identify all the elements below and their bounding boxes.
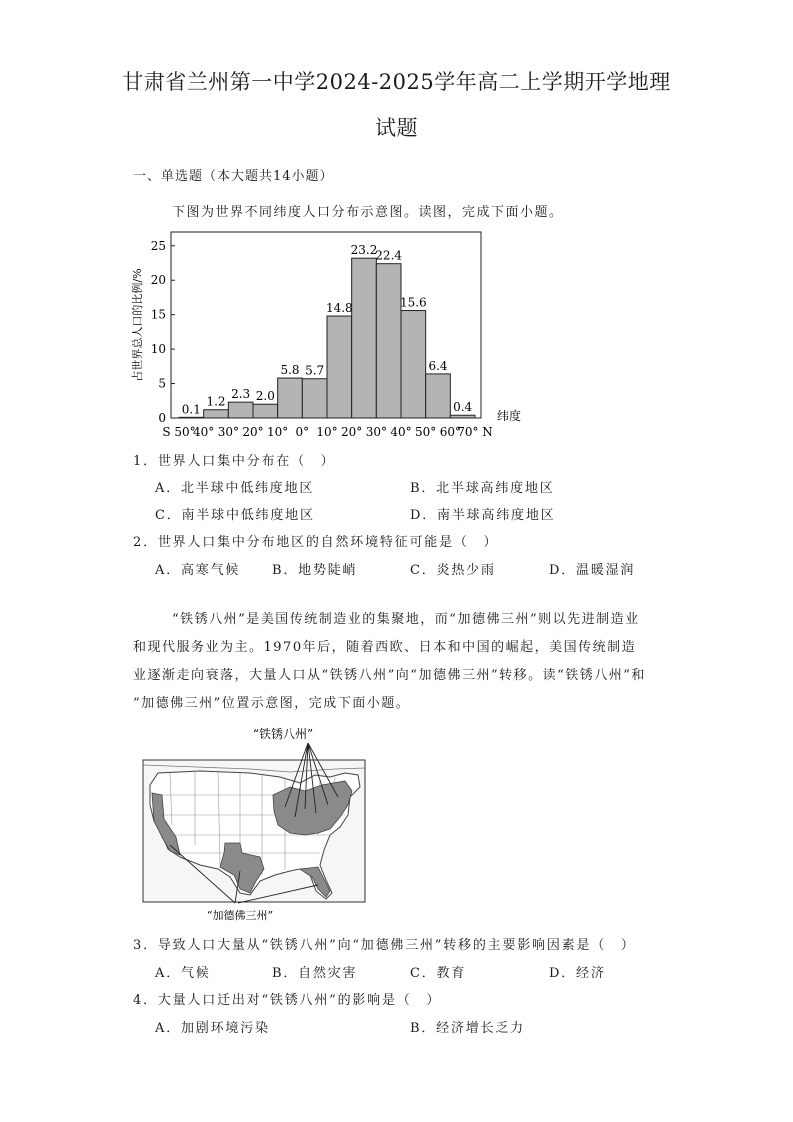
bar-value-label: 2.0 [255,389,275,404]
q1-option-b[interactable]: B．北半球高纬度地区 [410,481,555,496]
q3-option-d[interactable]: D．经济 [549,966,606,981]
latitude-population-chart [125,228,535,444]
bar-value-label: 5.8 [280,363,300,378]
q2-option-d[interactable]: D．温暖湿润 [549,563,636,578]
x-tick-label: 40° [390,425,412,439]
x-tick-label: 30° [365,425,387,439]
map-label-sunbelt: “加德佛三州” [206,909,274,922]
page-title: 甘肃省兰州第一中学2024-2025学年高二上学期开学地理 [122,70,671,94]
x-tick-label: 10° [267,425,289,439]
y-tick-label: 10 [150,342,166,357]
bar-value-label: 15.6 [399,295,427,310]
x-axis-label: 纬度 [497,409,522,423]
x-tick-label: 10° [316,425,338,439]
bar [401,311,426,418]
question-2: 2．世界人口集中分布地区的自然环境特征可能是（ ） [133,535,499,550]
bar-value-label: 1.2 [206,394,226,409]
bar [179,417,204,418]
question-3: 3．导致人口大量从“铁锈八州”向“加德佛三州”转移的主要影响因素是（ ） [133,938,636,953]
bar [278,378,303,418]
bar-value-label: 23.2 [350,243,378,258]
question-1: 1．世界人口集中分布在（ ） [133,454,336,469]
q2-option-b[interactable]: B．地势陡峭 [272,563,358,578]
bar [450,415,475,418]
bar [352,258,377,418]
bar [376,264,401,418]
q1-option-c[interactable]: C．南半球中低纬度地区 [155,508,315,523]
q1-option-a[interactable]: A．北半球中低纬度地区 [155,481,315,496]
intro-paragraph-2-line-4: “加德佛三州”位置示意图，完成下面小题。 [133,696,411,711]
q3-option-b[interactable]: B．自然灾害 [272,966,358,981]
q3-option-c[interactable]: C．教育 [410,966,467,981]
q3-option-a[interactable]: A．气候 [155,966,211,981]
x-tick-label: 50° [415,425,437,439]
y-tick-label: 20 [150,273,166,288]
bar [327,316,352,418]
y-tick-label: 0 [158,411,166,425]
intro-paragraph-2-line-1: “铁锈八州”是美国传统制造业的集聚地，而“加德佛三州”则以先进制造业 [172,612,640,627]
bar [253,404,278,418]
x-tick-label: 40° [193,425,215,439]
question-4: 4．大量人口迁出对“铁锈八州”的影响是（ ） [133,993,442,1008]
bar [426,374,451,418]
bar-value-label: 6.4 [428,358,448,373]
bar-value-label: 2.3 [231,387,251,402]
intro-paragraph-2-line-2: 和现代服务业为主。1970年后，随着西欧、日本和中国的崛起，美国传统制造 [133,640,637,655]
q4-option-a[interactable]: A．加剧环境污染 [155,1021,270,1036]
bar-value-label: 14.8 [325,301,353,316]
q2-option-c[interactable]: C．炎热少雨 [410,563,496,578]
map-label-rust-belt: “铁锈八州” [252,727,314,741]
q4-option-b[interactable]: B．经济增长乏力 [410,1021,525,1036]
bar [228,402,253,418]
x-tick-label: 30° [217,425,239,439]
x-tick-label: S 50° [162,425,196,439]
x-tick-label: 20° [341,425,363,439]
x-tick-label: 60° [439,425,461,439]
x-tick-label: 0° [295,425,310,439]
x-tick-label: 20° [242,425,264,439]
bar-value-label: 5.7 [305,363,325,378]
y-tick-label: 25 [150,238,166,253]
us-location-map [140,725,370,923]
page-title-line2: 试题 [375,116,418,140]
q1-option-d[interactable]: D．南半球高纬度地区 [410,508,556,523]
q2-option-a[interactable]: A．高寒气候 [155,563,241,578]
x-tick-labels [162,425,492,439]
bar-value-label: 0.1 [181,402,201,417]
y-tick-label: 5 [158,376,166,391]
y-axis-label: 占世界总人口的比例/% [131,268,144,382]
x-tick-label: 70° N [457,425,493,439]
bar [204,410,229,418]
section-heading: 一、单选题（本大题共14小题） [133,169,334,184]
intro-paragraph-2-line-3: 业逐渐走向衰落，大量人口从“铁锈八州”向“加德佛三州”转移。读“铁锈八州”和 [133,668,646,683]
bar-value-label: 0.4 [453,400,473,415]
bar-value-label: 22.4 [375,248,403,263]
y-tick-label: 15 [150,307,166,322]
intro-paragraph-1: 下图为世界不同纬度人口分布示意图。读图，完成下面小题。 [172,205,564,220]
bar [302,379,327,418]
